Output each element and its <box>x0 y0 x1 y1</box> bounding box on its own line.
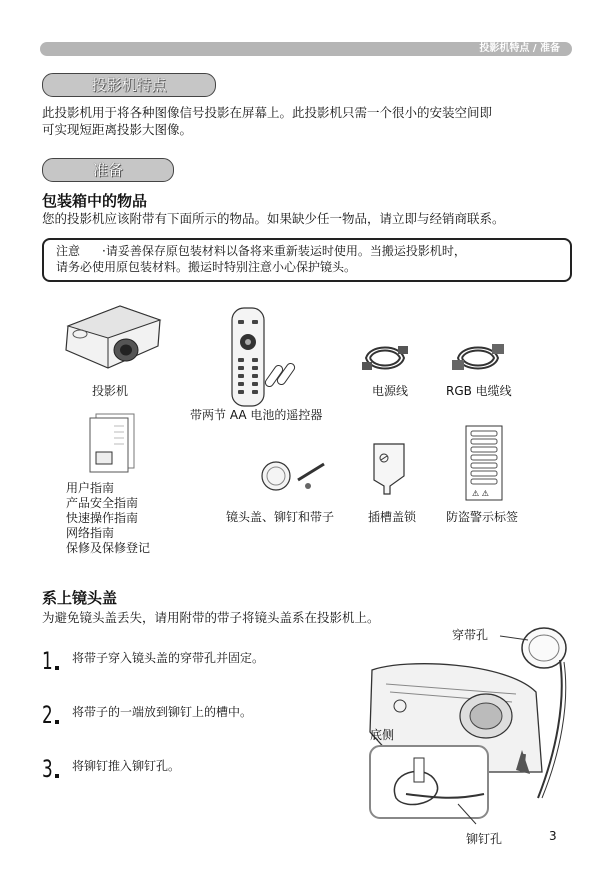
rgb-cable-icon <box>450 340 506 380</box>
section-pill-features <box>42 73 216 97</box>
step-number: 1 <box>42 647 53 675</box>
doc-item: 网络指南 <box>66 526 115 540</box>
lens-cap-icon <box>258 458 330 498</box>
attach-intro: 为避免镜头盖丢失，请用附带的带子将镜头盖系在投影机上。 <box>42 610 380 625</box>
step-dot <box>55 774 59 778</box>
section-title-prepare: 准备 <box>92 161 123 179</box>
section-title-features: 投影机特点 <box>91 76 167 94</box>
heading-attach-lens-cap: 系上镜头盖 <box>42 589 118 607</box>
doc-item: 用户指南 <box>66 481 115 495</box>
lens-cap-attach-illustration <box>366 622 586 822</box>
callout-strap-hole: 穿带孔 <box>452 628 489 642</box>
step-text: 将带子穿入镜头盖的穿带孔并固定。 <box>72 651 265 665</box>
item-label-remote: 带两节 AA 电池的遥控器 <box>190 408 323 422</box>
step-text: 将铆钉推入铆钉孔。 <box>72 759 181 773</box>
step-number: 2 <box>42 701 53 729</box>
item-label-projector: 投影机 <box>92 384 129 398</box>
item-label-rgb-cable: RGB 电缆线 <box>446 384 512 398</box>
remote-control-icon <box>226 306 298 408</box>
callout-bottom-side: 底侧 <box>370 728 395 742</box>
docs-list <box>66 481 150 556</box>
heading-box-contents: 包装箱中的物品 <box>42 192 148 210</box>
caution-text <box>56 243 560 275</box>
caution-line-1: ·请妥善保存原包装材料以备将来重新装运时使用。当搬运投影机时， <box>102 244 466 258</box>
document-icon <box>86 412 138 474</box>
features-paragraph <box>42 104 582 138</box>
item-label-power-cord: 电源线 <box>372 384 409 398</box>
doc-item: 产品安全指南 <box>66 496 139 510</box>
doc-item: 快速操作指南 <box>66 511 139 525</box>
doc-item: 保修及保修登记 <box>66 541 151 555</box>
step-number: 3 <box>42 755 53 783</box>
caution-box <box>42 238 572 282</box>
section-pill-prepare <box>42 158 174 182</box>
svg-text:⚠ ⚠: ⚠ ⚠ <box>472 489 489 498</box>
item-label-sticker: 防盗警示标签 <box>446 510 519 524</box>
step-dot <box>55 720 59 724</box>
page-number: 3 <box>549 829 557 843</box>
slot-lock-icon <box>370 440 410 498</box>
step-text: 将带子的一端放到铆钉上的槽中。 <box>72 705 253 719</box>
item-label-slot-lock: 插槽盖锁 <box>368 510 417 524</box>
caution-line-2: 请务必使用原包装材料。搬运时特别注意小心保护镜头。 <box>56 260 357 274</box>
features-line-2: 可实现短距离投影大图像。 <box>42 122 193 137</box>
step-dot <box>55 666 59 670</box>
caution-label: 注意 <box>56 244 81 258</box>
power-cord-icon <box>360 340 410 380</box>
callout-rivet-hole: 铆钉孔 <box>466 832 503 846</box>
header-section-title: 投影机特点 / 准备 <box>479 43 560 54</box>
features-line-1: 此投影机用于将各种图像信号投影在屏幕上。此投影机只需一个很小的安装空间即 <box>42 105 493 120</box>
box-contents-paragraph: 您的投影机应该附带有下面所示的物品。如果缺少任一物品，请立即与经销商联系。 <box>42 211 505 226</box>
header-bar <box>40 42 572 56</box>
projector-icon <box>60 298 165 373</box>
security-sticker-icon <box>464 424 504 502</box>
item-label-lens-cap: 镜头盖、铆钉和带子 <box>226 510 335 524</box>
